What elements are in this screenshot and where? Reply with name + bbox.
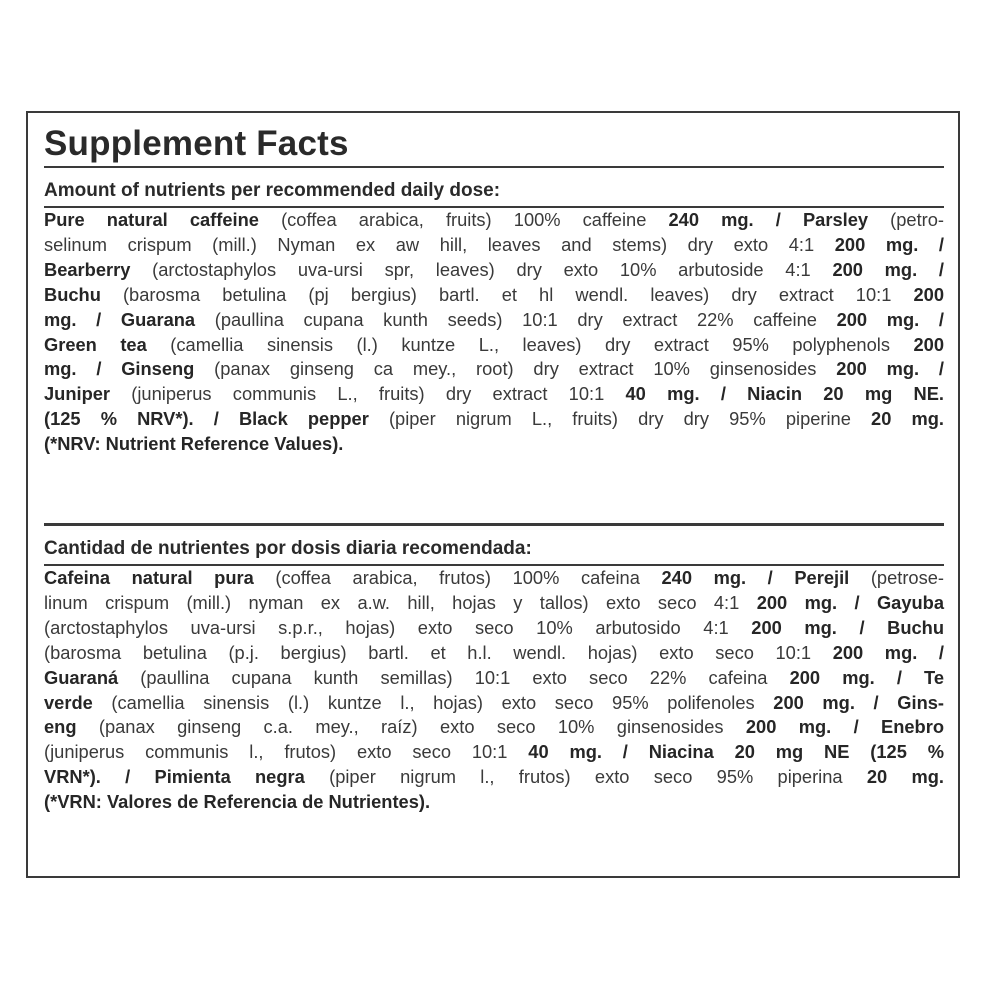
title-divider: [44, 166, 944, 168]
ingredient-line: [44, 432, 944, 457]
ingredient-line: [44, 566, 944, 591]
ingredient-bold-run: 200 mg. /: [834, 233, 944, 255]
ingredient-line: [44, 616, 944, 641]
ingredient-text-run: (barosma betulina (p.j. bergius) bartl. et h.l. wendl. hojas) exto seco 10:1: [44, 641, 833, 663]
ingredient-line: [44, 382, 944, 407]
ingredient-text-run: (barosma betulina (pj bergius) bartl. et hl wendl. leaves) dry extract 10:1: [100, 283, 914, 305]
ingredient-text-run: (coffea arabica, frutos) 100% cafeina: [253, 567, 662, 588]
ingredient-bold-run: 200 mg. / Gayuba: [756, 591, 944, 613]
ingredient-line: [44, 407, 944, 432]
supplement-facts-panel: [26, 111, 960, 878]
ingredient-bold-run: 200 mg. /: [836, 358, 944, 380]
ingredient-bold-run: 200 mg. / Gins-: [773, 691, 944, 713]
ingredient-bold-run: Green tea: [44, 333, 147, 355]
ingredient-text-run: (arctostaphylos uva-ursi s.p.r., hojas) exto seco 10% arbutosido 4:1: [44, 616, 752, 638]
ingredient-bold-run: 200 mg. / Enebro: [745, 716, 944, 738]
ingredient-line: [44, 283, 944, 308]
ingredient-bold-run: mg. / Ginseng: [44, 358, 195, 380]
ingredient-bold-run: eng: [44, 716, 77, 738]
ingredient-text-run: (camellia sinensis (l.) kuntze L., leaves) dry extract 95% polyphenols: [146, 333, 914, 355]
ingredient-text-run: (paullina cupana kunth semillas) 10:1 exto seco 22% cafeina: [118, 666, 790, 688]
ingredient-bold-run: 40 mg. / Niacin 20 mg NE.: [625, 383, 944, 405]
ingredient-bold-run: Juniper: [44, 383, 111, 405]
english-ingredients: [44, 208, 944, 457]
ingredient-bold-run: 20 mg.: [871, 408, 944, 430]
english-heading: Amount of nutrients per recommended daily dose:: [44, 180, 501, 201]
ingredient-text-run: (camellia sinensis (l.) kuntze l., hojas) exto seco 95% polifenoles: [92, 691, 774, 713]
ingredient-bold-run: 40 mg. / Niacina 20 mg NE (125 %: [528, 741, 944, 763]
ingredient-text-run: linum crispum (mill.) nyman ex a.w. hill, hojas y tallos) exto seco 4:1: [44, 591, 757, 613]
ingredient-line: [44, 333, 944, 358]
ingredient-bold-run: verde: [44, 691, 93, 713]
ingredient-bold-run: Guaraná: [44, 666, 119, 688]
ingredient-bold-run: (125 % NRV*). / Black pepper: [44, 408, 369, 430]
ingredient-bold-run: 240 mg. / Perejil: [661, 567, 850, 588]
ingredient-text-run: (juniperus communis l., frutos) exto seco 10:1: [44, 741, 529, 763]
ingredient-text-run: (arctostaphylos uva-ursi spr, leaves) dry exto 10% arbutoside 4:1: [130, 258, 833, 280]
ingredient-text-run: (paullina cupana kunth seeds) 10:1 dry extract 22% caffeine: [195, 308, 837, 330]
ingredient-line: [44, 258, 944, 283]
ingredient-bold-run: 20 mg.: [866, 766, 944, 788]
ingredient-bold-run: 200 mg. /: [836, 308, 944, 330]
ingredient-line: [44, 591, 944, 616]
ingredient-bold-run: Bearberry: [44, 258, 131, 280]
ingredient-line: [44, 233, 944, 258]
ingredient-line: [44, 357, 944, 382]
ingredient-line: [44, 666, 944, 691]
ingredient-text-run: (panax ginseng c.a. mey., raíz) exto seco 10% ginsenosides: [76, 716, 746, 738]
ingredient-bold-run: 200 mg. / Te: [789, 666, 944, 688]
ingredient-line: [44, 691, 944, 716]
ingredient-bold-run: Cafeina natural pura: [44, 567, 254, 588]
ingredient-text-run: (panax ginseng ca mey., root) dry extract 10% ginsenosides: [194, 358, 837, 380]
ingredient-bold-run: VRN*). / Pimienta negra: [44, 766, 305, 788]
ingredient-text-run: (petro-: [868, 209, 945, 230]
ingredient-line: [44, 790, 944, 815]
ingredient-line: [44, 641, 944, 666]
ingredient-bold-run: 200 mg. / Buchu: [751, 616, 944, 638]
ingredient-text-run: (juniperus communis L., fruits) dry extract 10:1: [110, 383, 626, 405]
ingredient-bold-run: 200: [913, 283, 944, 305]
ingredient-bold-run: (*VRN: Valores de Referencia de Nutrientes).: [44, 791, 431, 813]
ingredient-bold-run: 200: [913, 333, 944, 355]
ingredient-text-run: (coffea arabica, fruits) 100% caffeine: [258, 209, 669, 230]
ingredient-bold-run: Pure natural caffeine: [44, 209, 259, 230]
panel-title: Supplement Facts: [44, 124, 349, 163]
ingredient-bold-run: Buchu: [44, 283, 101, 305]
section-divider: [44, 523, 944, 526]
ingredient-text-run: (piper nigrum l., frutos) exto seco 95% piperina: [304, 766, 867, 788]
ingredient-bold-run: 200 mg. /: [832, 641, 944, 663]
ingredient-bold-run: (*NRV: Nutrient Reference Values).: [44, 433, 344, 455]
spanish-ingredients: [44, 566, 944, 815]
ingredient-bold-run: 240 mg. / Parsley: [668, 209, 869, 230]
spanish-heading: Cantidad de nutrientes por dosis diaria recomendada:: [44, 538, 532, 559]
ingredient-line: [44, 765, 944, 790]
ingredient-line: [44, 715, 944, 740]
ingredient-line: [44, 308, 944, 333]
ingredient-text-run: selinum crispum (mill.) Nyman ex aw hill, leaves and stems) dry exto 4:1: [44, 233, 835, 255]
ingredient-bold-run: 200 mg. /: [832, 258, 944, 280]
ingredient-text-run: (petrose-: [849, 567, 944, 588]
ingredient-line: [44, 740, 944, 765]
ingredient-bold-run: mg. / Guarana: [44, 308, 196, 330]
ingredient-line: [44, 208, 944, 233]
ingredient-text-run: (piper nigrum L., fruits) dry dry 95% piperine: [368, 408, 872, 430]
